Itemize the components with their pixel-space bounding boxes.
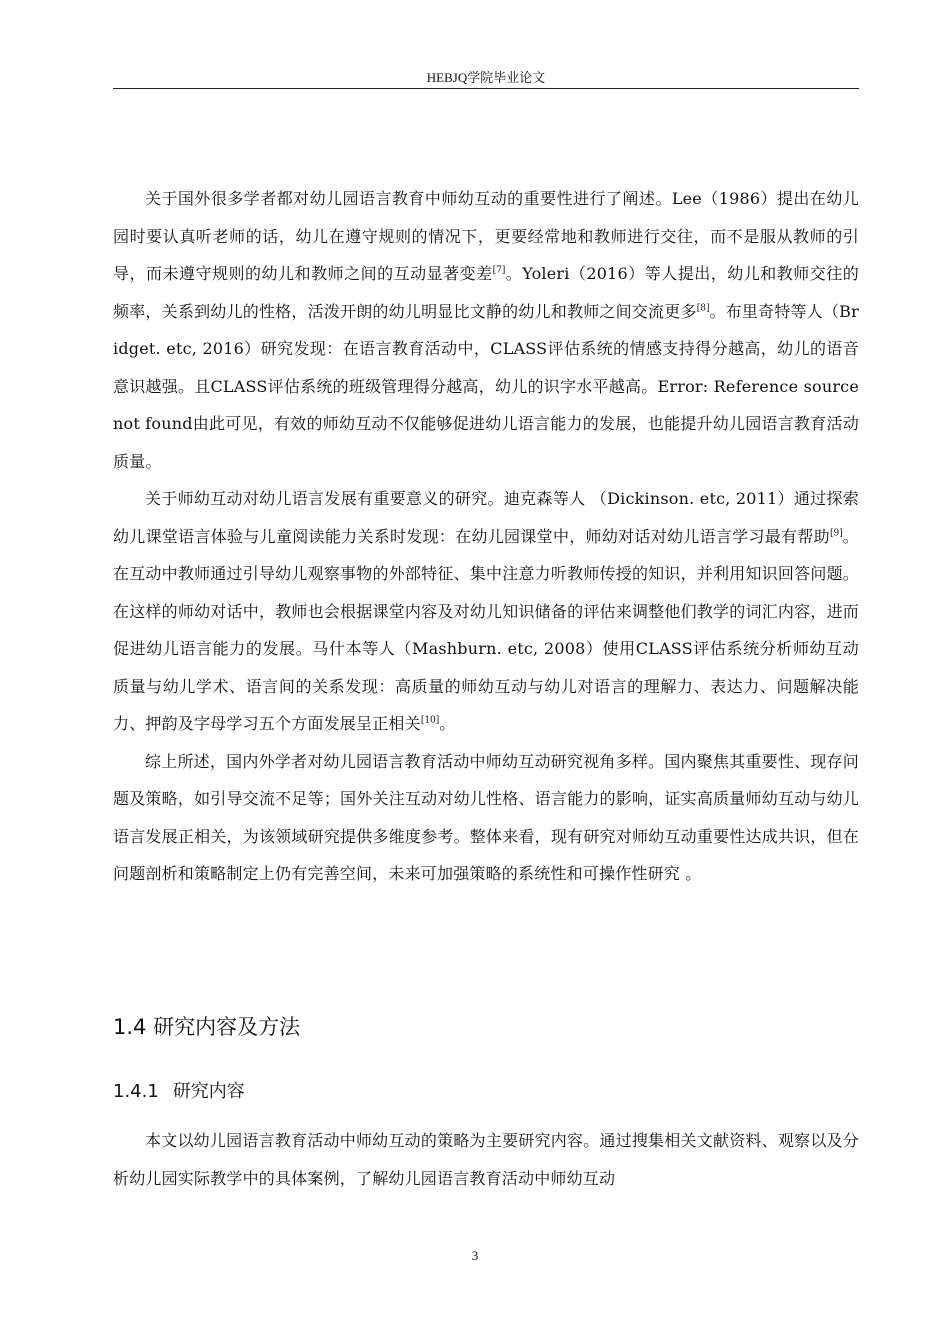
citation-10: [10] [420,715,440,726]
body-text-bottom [113,1122,859,1197]
header-divider [113,88,859,89]
subsection-heading [113,1078,245,1106]
paragraph-text: 。 [439,714,456,733]
paragraph-text: 。Yoleri（2016）等人提出，幼儿和教师交往的频率，关系到幼儿的性格，活泼开朗的幼儿明显比文静的幼儿和教师之间交流更多 [113,264,859,321]
paragraph-foreign-research [113,180,859,480]
paragraph-language-development [113,480,859,743]
paragraph-text: 。在互动中教师通过引导幼儿观察事物的外部特征、集中注意力听教师传授的知识，并利用知识回答问题。在这样的师幼对话中，教师也会根据课堂内容及对幼儿知识储备的评估来调整他们教学的词汇内容，进而促进幼儿语言能力的发展。马什本等人（Mashburn. etc, 2008）使用CLASS评估系统分析师幼互动质量与幼儿学术、语言间的关系发现：高质量的师幼互动与幼儿对语言的理解力、表达力、问题解决能力、押韵及字母学习五个方面发展呈正相关 [113,526,859,733]
body-text-top [113,180,859,893]
subsection-title: 研究内容 [172,1081,245,1102]
paragraph-text: 关于国外很多学者都对幼儿园语言教育中师幼互动的重要性进行了阐述。Lee（1986）提出在幼儿园时要认真听老师的话，幼儿在遵守规则的情况下，更要经常地和教师进行交往，而不是服从教师的引导，而未遵守规则的幼儿和教师之间的互动显著变差 [113,189,859,283]
section-heading: 1.4 研究内容及方法 [113,1015,301,1039]
running-header: HEBJQ学院毕业论文 [426,70,546,85]
citation-8: [8] [696,303,710,314]
citation-7: [7] [492,265,506,276]
page-number: 3 [471,1248,479,1263]
subsection-number: 1.4.1 [113,1081,159,1102]
paragraph-research-content: 本文以幼儿园语言教育活动中师幼互动的策略为主要研究内容。通过搜集相关文献资料、观察以及分析幼儿园实际教学中的具体案例，了解幼儿园语言教育活动中师幼互动 [113,1131,859,1188]
paragraph-text: 。布里奇特等人（Bridget. etc, 2016）研究发现：在语言教育活动中，CLASS评估系统的情感支持得分越高，幼儿的语音意识越强。且CLASS评估系统的班级管理得分越高，幼儿的识字水平越高。Error: Reference source not found由此可见，有效的师幼互动不仅能够促进幼儿语言能力的发展，也能提升幼儿园语言教育活动质量。 [113,301,859,471]
citation-9: [9] [829,528,843,539]
paragraph-summary: 综上所述，国内外学者对幼儿园语言教育活动中师幼互动研究视角多样。国内聚焦其重要性、现存问题及策略，如引导交流不足等；国外关注互动对幼儿性格、语言能力的影响，证实高质量师幼互动与幼儿语言发展正相关，为该领域研究提供多维度参考。整体来看，现有研究对师幼互动重要性达成共识，但在问题剖析和策略制定上仍有完善空间，未来可加强策略的系统性和可操作性研究 。 [113,751,859,883]
paragraph-text: 关于师幼互动对幼儿语言发展有重要意义的研究。迪克森等人 （Dickinson. etc, 2011）通过探索幼儿课堂语言体验与儿童阅读能力关系时发现：在幼儿园课堂中，师幼对话对幼儿语言学习最有帮助 [113,489,859,546]
